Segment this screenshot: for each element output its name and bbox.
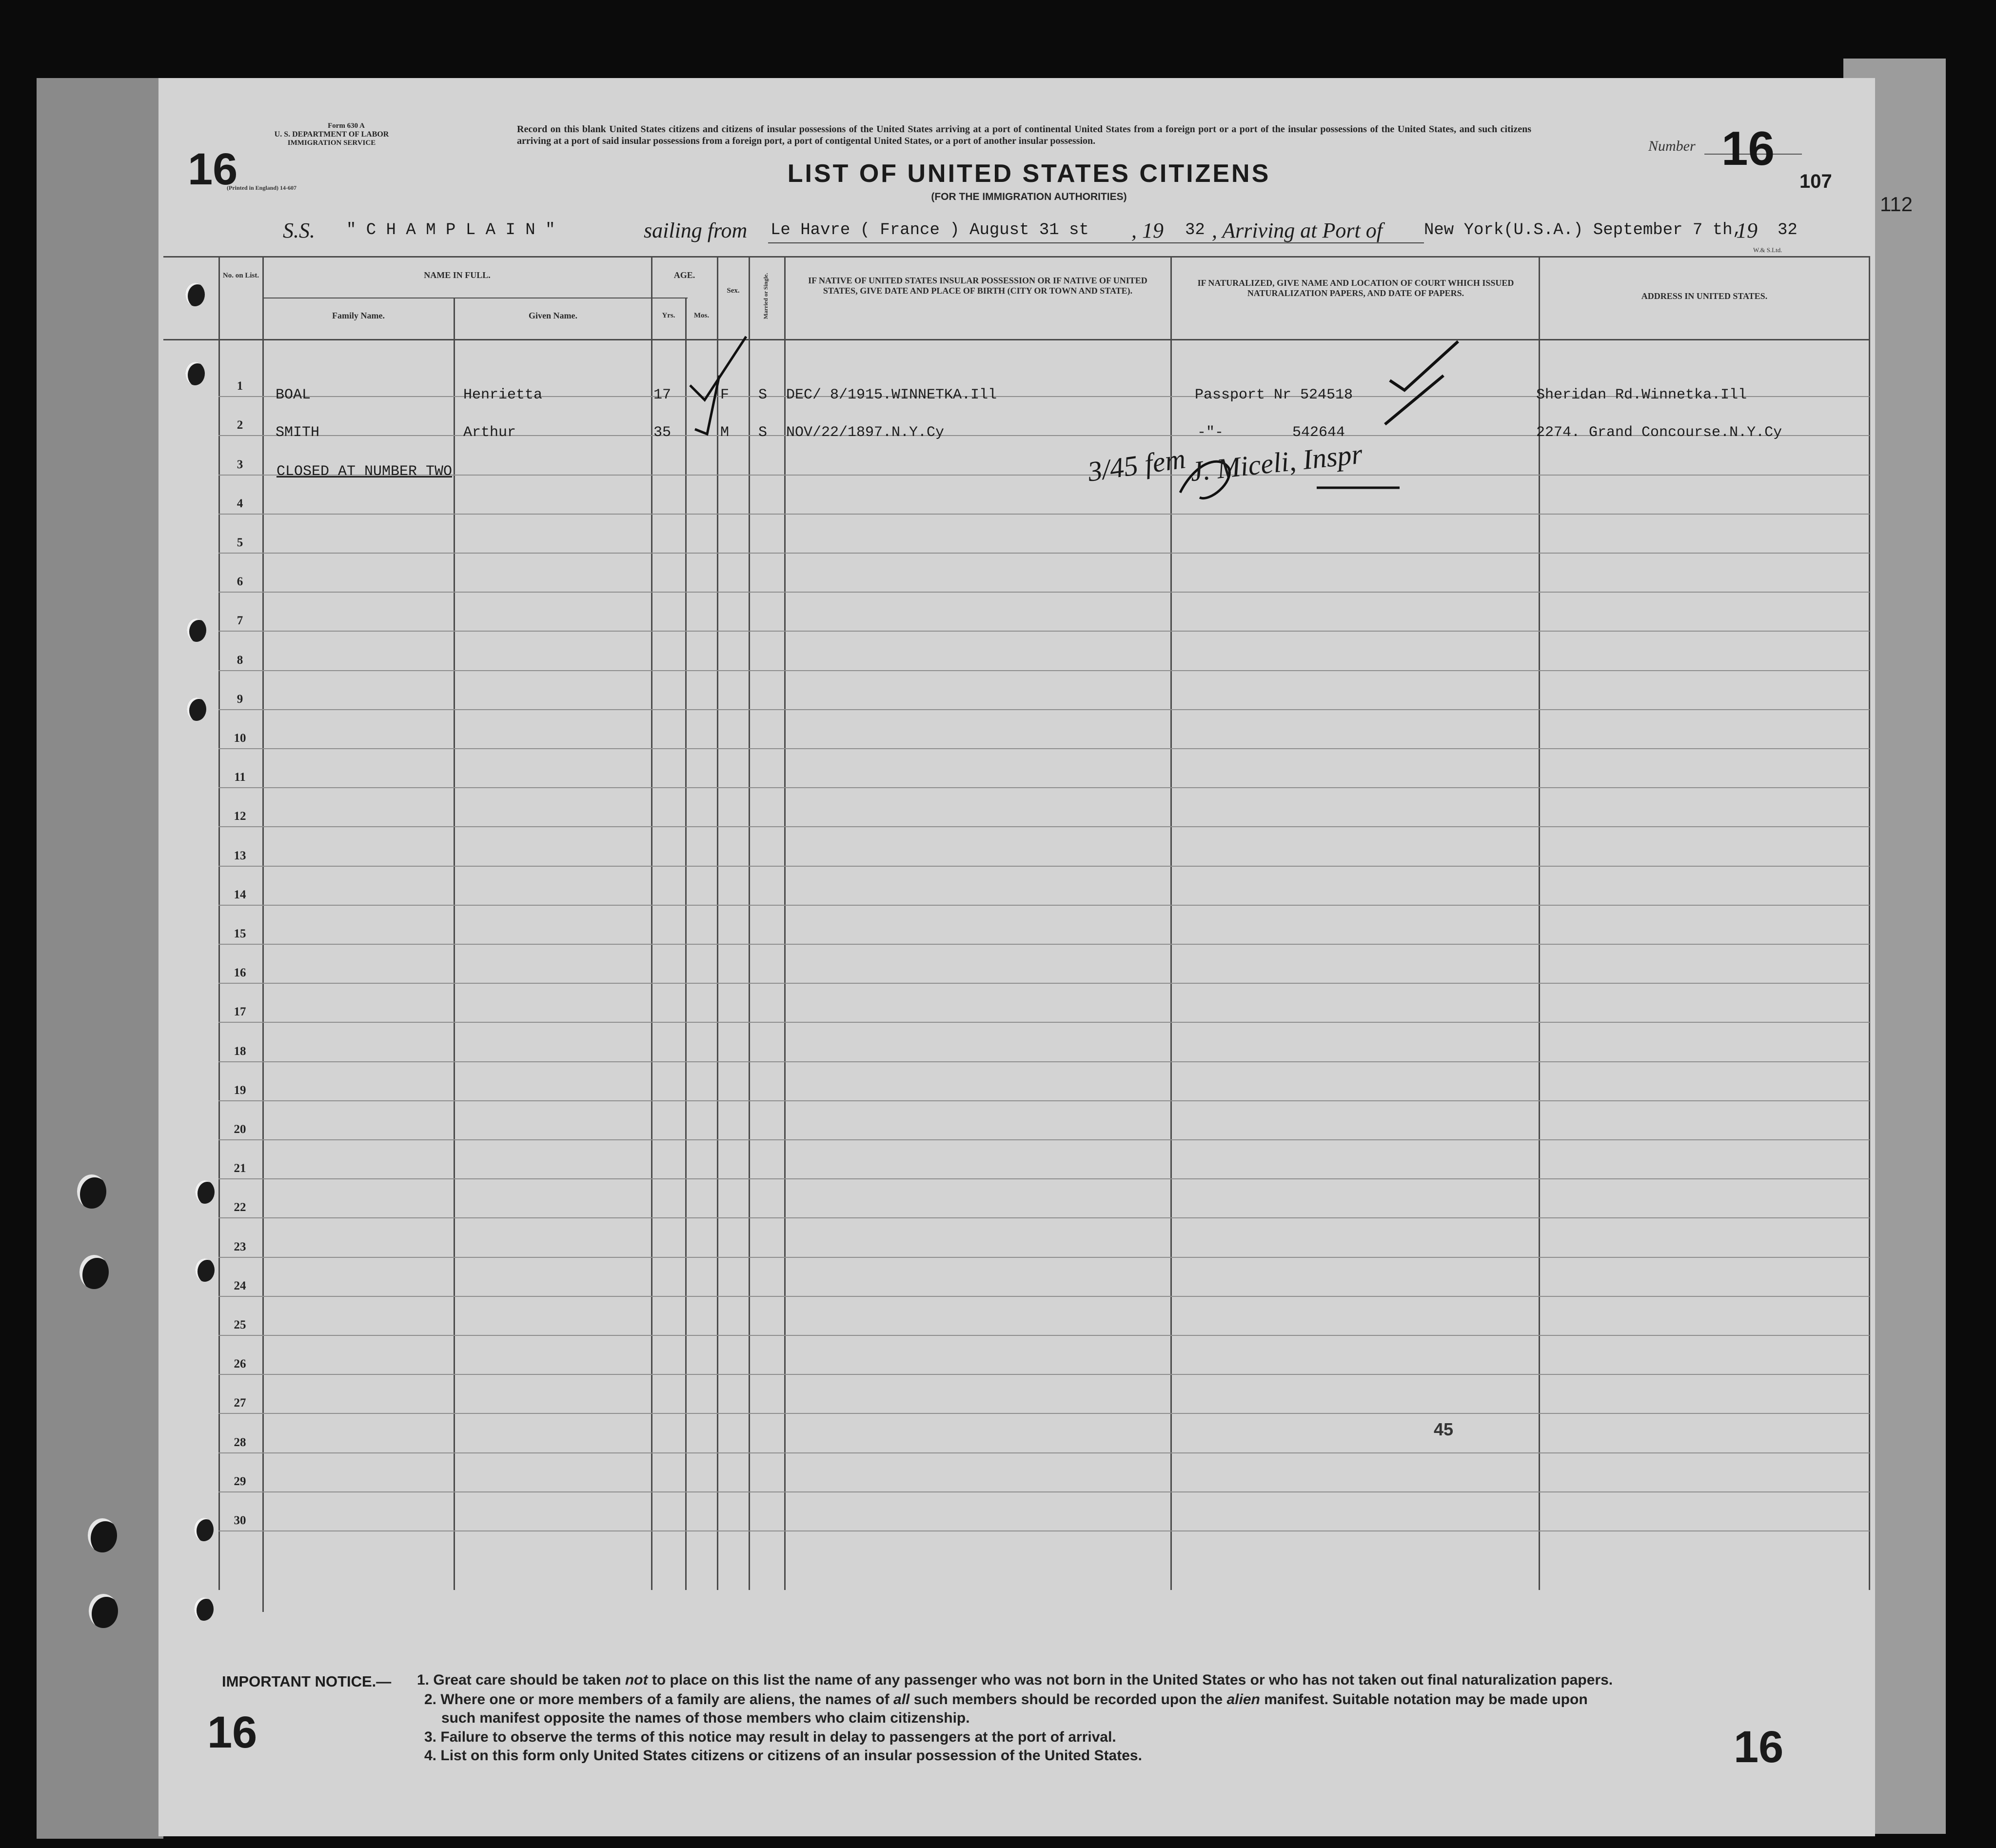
notice-item-number: 3. — [424, 1729, 437, 1745]
department-name: U. S. DEPARTMENT OF LABOR — [274, 130, 389, 139]
header-sex: Sex. — [727, 287, 740, 295]
notice-item-2-line-2: such manifest opposite the names of those members who claim citizenship. — [441, 1710, 970, 1726]
form-number: Form 630 A — [328, 122, 365, 130]
service-name: IMMIGRATION SERVICE — [287, 139, 376, 147]
row-number: 26 — [234, 1357, 246, 1371]
number-label: Number — [1648, 138, 1696, 154]
entry-2-naturalization-ditto: -"- — [1197, 424, 1224, 441]
handwritten-note: 3/45 fem — [1086, 442, 1187, 488]
notice-item-number: 1. — [417, 1672, 430, 1688]
row-number: 3 — [237, 457, 243, 471]
entry-2-marital-status: S — [758, 424, 768, 441]
row-number: 24 — [234, 1279, 246, 1292]
check-mark-icon — [690, 337, 746, 400]
edge-number: 112 — [1880, 193, 1913, 216]
row-number: 11 — [234, 771, 246, 784]
year2: 32 — [1778, 221, 1798, 239]
row-number: 9 — [237, 692, 243, 706]
header-age: AGE. — [673, 270, 695, 280]
row-number: 12 — [234, 810, 246, 823]
header-address: ADDRESS IN UNITED STATES. — [1641, 291, 1768, 301]
arrival-port: New York(U.S.A.) September 7 th, — [1424, 221, 1742, 239]
entry-2-given-name: Arthur — [463, 424, 516, 441]
row-number: 27 — [234, 1396, 246, 1410]
year-prefix: , 19 — [1131, 219, 1164, 242]
header-no-on-list: No. on List. — [222, 272, 259, 279]
header-family-name: Family Name. — [332, 311, 385, 320]
bottom-number-left: 16 — [207, 1708, 257, 1757]
row-number: 1 — [237, 379, 243, 393]
year2-prefix: 19 — [1736, 219, 1758, 242]
entry-2-birth-date-place: NOV/22/1897.N.Y.Cy — [786, 424, 945, 441]
row-number: 21 — [234, 1162, 246, 1175]
row-number: 8 — [237, 653, 243, 667]
header-naturalized: IF NATURALIZED, GIVE NAME AND LOCATION OF COURT WHICH ISSUED NATURALIZATION PAPERS, AND DATE OF PAPERS. — [1197, 278, 1514, 298]
header-name-in-full: NAME IN FULL. — [424, 270, 491, 280]
row-number: 2 — [237, 418, 243, 432]
closed-at-note: CLOSED AT NUMBER TWO — [277, 463, 453, 480]
notice-heading: IMPORTANT NOTICE.— — [222, 1673, 392, 1690]
year: 32 — [1185, 221, 1205, 239]
notice-item-1: 1. Great care should be taken not to place on this list the name of any passenger who was not born in the United States or who has not taken out final naturalization papers. — [417, 1672, 1613, 1688]
entry-1-marital-status: S — [758, 387, 768, 403]
entry-2-naturalization: 542644 — [1292, 424, 1345, 441]
header-given-name: Given Name. — [529, 311, 577, 320]
departure-port: Le Havre ( France ) August 31 st — [771, 221, 1089, 239]
entry-1-given-name: Henrietta — [463, 387, 543, 403]
notice-item-number: 2. — [424, 1691, 437, 1708]
header-married-or-single: Married or Single. — [762, 273, 769, 319]
notice-item-4: 4. List on this form only United States citizens or citizens of an insular possession of the United States. — [424, 1748, 1142, 1764]
row-number: 4 — [237, 497, 243, 510]
row-number: 15 — [234, 927, 246, 940]
row-number: 13 — [234, 849, 246, 862]
arriving-label: , Arriving at Port of — [1212, 219, 1383, 242]
entry-1-naturalization: Passport Nr 524518 — [1195, 387, 1353, 403]
ship-prefix: S.S. — [283, 219, 315, 242]
number-value: 16 — [1721, 121, 1775, 175]
ship-name: " C H A M P L A I N " — [346, 221, 555, 239]
row-number: 29 — [234, 1474, 246, 1488]
form-subtitle: (FOR THE IMMIGRATION AUTHORITIES) — [931, 191, 1127, 202]
entry-2-sex: M — [720, 424, 730, 441]
check-mark-icon — [1390, 341, 1458, 390]
page-number: 107 — [1799, 171, 1832, 192]
row-number: 14 — [234, 888, 246, 901]
entry-1-birth-date-place: DEC/ 8/1915.WINNETKA.Ill — [786, 387, 997, 403]
notice-item-number: 4. — [424, 1748, 437, 1764]
row-number: 25 — [234, 1318, 246, 1331]
row-number: 28 — [234, 1435, 246, 1449]
row-number: 19 — [234, 1083, 246, 1097]
row-number: 23 — [234, 1240, 246, 1253]
instruction-text: Record on this blank United States citizens and citizens of insular possessions of the United States arriving at a port of continental United States from a foreign port or a port of the insular possessions of the United States, and such citizens arriving at a port of said insular possessions from a foreign port, a port of contigental United States, or a port of another insular possession. — [517, 124, 1531, 146]
inspector-signature: J. Miceli, Inspr — [1188, 437, 1364, 488]
sailing-label: sailing from — [644, 219, 748, 242]
notice-item-2: 2. Where one or more members of a family are aliens, the names of all such members should be recorded upon the alien manifest. Suitable notation may be made upon — [424, 1691, 1588, 1708]
row-number: 5 — [237, 536, 243, 549]
row-number: 22 — [234, 1201, 246, 1214]
row-number: 30 — [234, 1514, 246, 1527]
entry-1-age-years: 17 — [653, 387, 672, 403]
header-yrs: Yrs. — [662, 312, 675, 319]
entry-2-family-name: SMITH — [276, 424, 320, 441]
row-number: 6 — [237, 575, 243, 589]
entry-1-family-name: BOAL — [276, 387, 311, 403]
printed-note: (Printed in England) 14-607 — [227, 184, 297, 191]
form-title: LIST OF UNITED STATES CITIZENS — [787, 159, 1271, 188]
stamp-number: 45 — [1434, 1419, 1454, 1439]
row-number: 16 — [234, 966, 246, 980]
entry-1-address: Sheridan Rd.Winnetka.Ill — [1536, 387, 1747, 403]
row-number: 20 — [234, 1123, 246, 1136]
row-number: 10 — [234, 732, 246, 745]
row-number: 18 — [234, 1044, 246, 1058]
entry-2-address: 2274. Grand Concourse.N.Y.Cy — [1536, 424, 1782, 441]
bottom-number-right: 16 — [1734, 1722, 1784, 1772]
row-number: 7 — [237, 614, 243, 628]
header-mos: Mos. — [693, 312, 710, 319]
entry-1-sex: F — [720, 387, 730, 403]
notice-item-3: 3. Failure to observe the terms of this notice may result in delay to passengers at the port of arrival. — [424, 1729, 1116, 1745]
header-native: IF NATIVE OF UNITED STATES INSULAR POSSESSION OR IF NATIVE OF UNITED STATES, GIVE DATE AND PLACE OF BIRTH (CITY OR TOWN AND STATE). — [808, 276, 1147, 296]
entry-2-age-years: 35 — [653, 424, 672, 441]
corner-number-top-left: 16 — [188, 144, 238, 194]
printer-mark: W.& S.Ltd. — [1753, 246, 1782, 254]
row-number: 17 — [234, 1005, 246, 1019]
